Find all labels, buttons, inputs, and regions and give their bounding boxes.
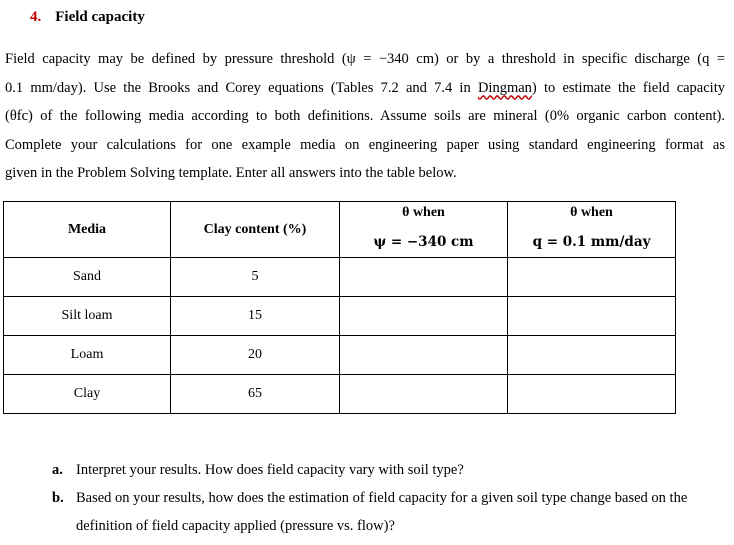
- header-media: Media: [4, 202, 171, 258]
- media-cell: Loam: [4, 336, 171, 375]
- clay-cell: 20: [171, 336, 340, 375]
- table-row: [4, 258, 676, 297]
- clay-cell: 5: [171, 258, 340, 297]
- section-heading: [30, 9, 145, 26]
- media-cell: Sand: [4, 258, 171, 297]
- table-row: [4, 375, 676, 414]
- answer-cell-q[interactable]: [508, 375, 676, 414]
- paragraph-line: Complete your calculations for one example media on engineering paper using standard engineering format as: [5, 136, 725, 153]
- section-number: 4.: [30, 9, 42, 25]
- media-cell: Clay: [4, 375, 171, 414]
- paragraph-line: Field capacity may be defined by pressure threshold (ψ = −340 cm) or by a threshold in specific discharge (q =: [5, 51, 725, 67]
- answer-cell-psi[interactable]: [340, 297, 508, 336]
- paragraph-line: given in the Problem Solving template. Enter all answers into the table below.: [5, 165, 457, 181]
- question-text: Based on your results, how does the estimation of field capacity for a given soil type change based on the definition of field capacity applied (pressure vs. flow)?: [76, 490, 688, 534]
- paragraph-line: 0.1 mm/day). Use the Brooks and Corey equations (Tables 7.2 and 7.4 in Dingman) to estimate the field capacity: [5, 79, 725, 96]
- table-header-row: [4, 202, 676, 258]
- question-item: [52, 456, 734, 484]
- answer-cell-q[interactable]: [508, 297, 676, 336]
- header-clay-content: Clay content (%): [171, 202, 340, 258]
- answer-cell-psi[interactable]: [340, 258, 508, 297]
- dingman-reference: Dingman: [477, 79, 532, 96]
- question-list: [52, 456, 734, 540]
- answer-cell-q[interactable]: [508, 336, 676, 375]
- question-label: a.: [52, 462, 63, 478]
- paragraph-line: (θfc) of the following media according to both definitions. Assume soils are mineral (0% organic carbon content).: [5, 108, 725, 124]
- table-row: [4, 297, 676, 336]
- answer-cell-psi[interactable]: [340, 336, 508, 375]
- header-theta-q: θ when q = 0.1 mm/day: [508, 202, 676, 258]
- answer-cell-q[interactable]: [508, 258, 676, 297]
- question-text: Interpret your results. How does field capacity vary with soil type?: [76, 462, 464, 478]
- answer-cell-psi[interactable]: [340, 375, 508, 414]
- header-theta-psi: θ when ψ = −340 cm: [340, 202, 508, 258]
- question-item: [52, 484, 734, 540]
- instructions-paragraph: [5, 45, 725, 188]
- section-title: Field capacity: [55, 9, 145, 25]
- question-label: b.: [52, 490, 64, 506]
- clay-cell: 65: [171, 375, 340, 414]
- table-row: [4, 336, 676, 375]
- clay-cell: 15: [171, 297, 340, 336]
- media-cell: Silt loam: [4, 297, 171, 336]
- field-capacity-table: [3, 201, 676, 414]
